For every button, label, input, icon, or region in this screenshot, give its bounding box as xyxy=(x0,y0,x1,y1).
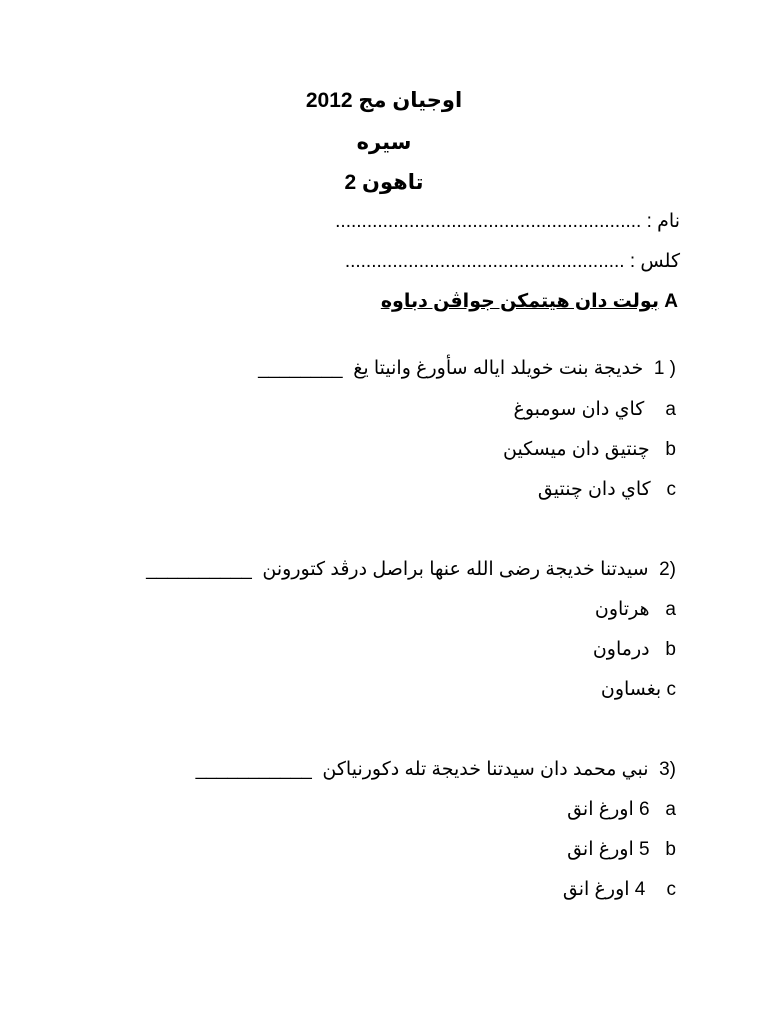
option-letter: a xyxy=(665,799,676,820)
name-label: نام : xyxy=(646,211,680,232)
question-1 xyxy=(258,357,676,380)
question-text: خديجة بنت خويلد اياله سأورغ وانيتا يغ xyxy=(353,358,644,379)
section-instruction: بولت دان هيتمكن جواڤن دباوه xyxy=(380,291,659,312)
exam-title: اوجيان مج 2012 xyxy=(305,89,463,112)
class-dots: ..................................................... xyxy=(344,251,625,272)
option-letter: b xyxy=(665,839,676,860)
class-field xyxy=(345,250,680,273)
option-text: 5 اورغ انق xyxy=(567,839,650,860)
option-letter: c xyxy=(666,679,676,700)
option-1b xyxy=(503,438,676,461)
question-number: 2) xyxy=(659,559,676,580)
option-3a xyxy=(567,798,676,821)
option-2b xyxy=(593,638,676,661)
option-1a xyxy=(514,398,676,421)
question-number: 3) xyxy=(659,759,676,780)
option-text: 4 اورغ انق xyxy=(562,879,646,900)
option-letter: c xyxy=(666,479,676,500)
option-text: بغساون xyxy=(600,679,662,700)
answer-blank: ________ xyxy=(258,358,343,379)
option-letter: b xyxy=(665,639,676,660)
option-text: 6 اورغ انق xyxy=(567,799,650,820)
class-label: كلس : xyxy=(629,251,680,272)
option-2c xyxy=(601,678,676,701)
option-letter: c xyxy=(666,879,676,900)
option-text: چنتيق دان ميسكين xyxy=(502,439,650,460)
name-dots: .......................................................... xyxy=(335,211,642,232)
question-2 xyxy=(146,558,676,581)
section-heading xyxy=(381,290,678,313)
answer-blank: ___________ xyxy=(195,759,312,780)
option-letter: b xyxy=(665,439,676,460)
section-letter: A xyxy=(664,291,678,312)
name-field xyxy=(335,210,680,233)
option-text: درماون xyxy=(592,639,650,660)
year-title: تاهون 2 xyxy=(344,171,424,194)
question-number: 1 ) xyxy=(653,358,676,379)
option-text: هرتاون xyxy=(594,599,650,620)
option-text: كاي دان سومبوغ xyxy=(513,399,645,420)
option-1c xyxy=(538,478,676,501)
option-3c xyxy=(563,878,676,901)
question-text: سيدتنا خديجة رضى الله عنها براصل درڤد كتورونن xyxy=(262,559,649,580)
option-text: كاي دان چنتيق xyxy=(537,479,651,500)
subject-title: سيره xyxy=(356,131,412,154)
option-letter: a xyxy=(665,399,676,420)
question-text: نبي محمد دان سيدتنا خديجة تله دكورنياكن xyxy=(322,759,649,780)
answer-blank: __________ xyxy=(146,559,252,580)
option-letter: a xyxy=(665,599,676,620)
option-2a xyxy=(595,598,676,621)
question-3 xyxy=(196,758,676,781)
option-3b xyxy=(567,838,676,861)
